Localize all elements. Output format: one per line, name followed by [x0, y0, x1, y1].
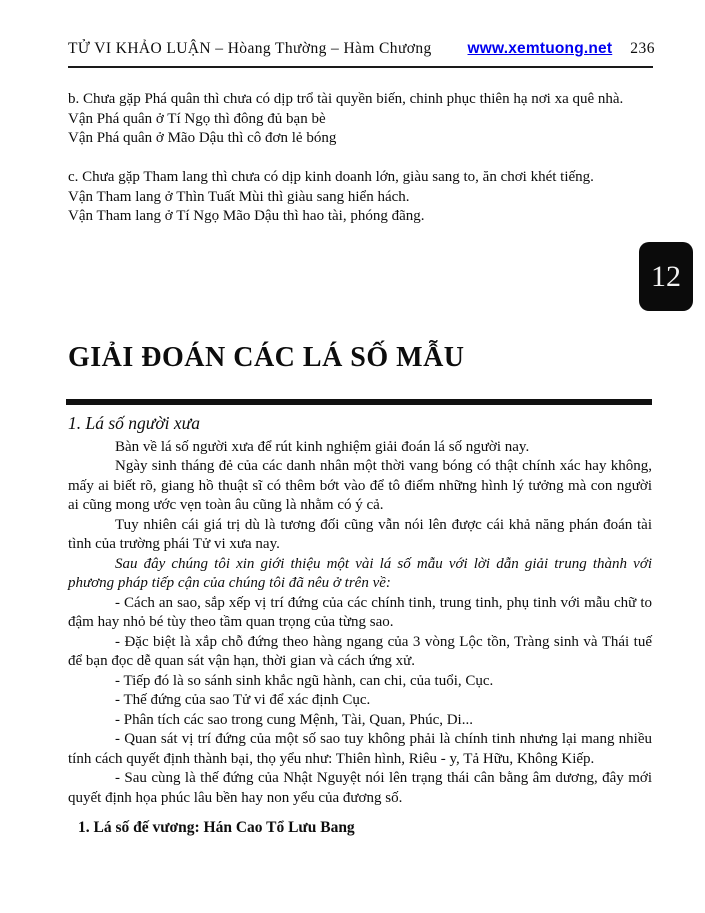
section-title: 1. Lá số người xưa [68, 412, 200, 433]
paragraph: Ngày sinh tháng đẻ của các danh nhân một thời vang bóng có thật chính xác hay không, mấy ai biết rõ, giang hồ thuật sĩ có thêm bớt vào để tô điểm những hình lý tưởng mà con người ai cũng mong ước vẹn toàn âu cũng là nhằm có ý cả. [68, 458, 652, 513]
list-item: - Tiếp đó là so sánh sinh khắc ngũ hành, can chi, của tuổi, Cục. [115, 672, 494, 689]
website-link[interactable]: www.xemtuong.net [467, 40, 613, 57]
subsection-heading: 1. Lá số đế vương: Hán Cao Tổ Lưu Bang [78, 819, 355, 836]
page-header [68, 40, 655, 58]
paragraph: Bàn về lá số người xưa để rút kinh nghiệm giải đoán lá số người nay. [115, 438, 530, 455]
intro-block-b [68, 90, 652, 149]
intro-line: Vận Tham lang ở Tí Ngọ Mão Dậu thì hao tài, phóng đãng. [68, 208, 425, 224]
list-item: - Thế đứng của sao Tử vi để xác định Cục. [115, 692, 371, 708]
section-divider [66, 399, 652, 405]
page-content [68, 90, 652, 838]
list-item: - Sau cùng là thế đứng của Nhật Nguyệt nói lên trạng thái cân bằng âm dương, đây mới quyết định họa phúc lâu bền hay non yểu của đương số. [68, 770, 652, 806]
intro-line: c. Chưa gặp Tham lang thì chưa có dịp kinh doanh lớn, giàu sang to, ăn chơi khét tiếng. [68, 169, 594, 185]
header-divider [68, 66, 653, 68]
intro-line: Vận Phá quân ở Tí Ngọ thì đông đủ bạn bè [68, 110, 326, 127]
paragraph: Tuy nhiên cái giá trị dù là tương đối cũng vẫn nói lên được cái khả năng phán đoán tài tình của trường phái Tử vi xưa nay. [68, 516, 652, 552]
list-item: - Đặc biệt là xắp chỗ đứng theo hàng ngang của 3 vòng Lộc tồn, Tràng sinh và Thái tuế để bạn đọc dễ quan sát vận hạn, thời gian và cách ứng xử. [68, 633, 652, 669]
chapter-tab-number: 12 [651, 259, 681, 293]
book-title: TỬ VI KHẢO LUẬN – Hòang Thường – Hàm Chương [68, 40, 432, 57]
page-number: 236 [630, 40, 655, 57]
chapter-heading: GIẢI ĐOÁN CÁC LÁ SỐ MẪU [68, 341, 465, 373]
spacer [68, 149, 652, 169]
section-body [68, 438, 652, 809]
paragraph: Sau đây chúng tôi xin giới thiệu một vài lá số mẫu với lời dẫn giải trung thành với phương pháp tiếp cận của chúng tôi đã nêu ở trên về: [68, 555, 652, 591]
intro-line: Vận Phá quân ở Mão Dậu thì cô đơn lẻ bóng [68, 130, 337, 146]
list-item: - Phân tích các sao trong cung Mệnh, Tài, Quan, Phúc, Di... [115, 711, 473, 728]
intro-block-c [68, 168, 652, 227]
intro-line: Vận Tham lang ở Thìn Tuất Mùi thì giàu sang hiển hách. [68, 188, 410, 205]
list-item: - Cách an sao, sắp xếp vị trí đứng của các chính tinh, trung tinh, phụ tinh với mẫu chữ to đậm hay nhỏ bé tùy theo tầm quan trọng của từng sao. [68, 594, 652, 630]
intro-line: b. Chưa gặp Phá quân thì chưa có dịp trổ tài quyền biến, chinh phục thiên hạ nơi xa quê nhà. [68, 91, 624, 107]
list-item: - Quan sát vị trí đứng của một số sao tuy không phải là chính tinh nhưng lại mang nhiều tính cách quyết định thành bại, thọ yểu như: Thiên hình, Riêu - y, Tả Hữu, Không Kiếp. [68, 731, 652, 767]
